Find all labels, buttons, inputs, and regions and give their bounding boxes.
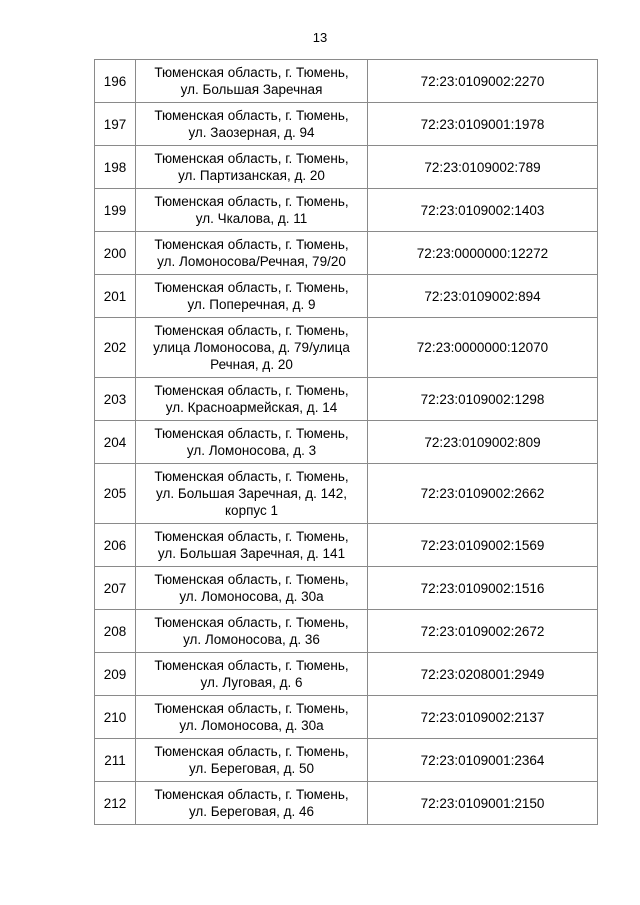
- address-cell: [136, 524, 368, 567]
- address-cell: [136, 189, 368, 232]
- cadastral-number-cell: 72:23:0000000:12070: [368, 318, 598, 378]
- table-row: [95, 60, 598, 103]
- address-line: ул. Береговая, д. 46: [188, 804, 315, 819]
- address-line: Тюменская область, г. Тюмень,: [154, 323, 349, 338]
- cadastral-number-cell: 72:23:0109001:1978: [368, 103, 598, 146]
- cadastral-number-cell: 72:23:0109002:2662: [368, 464, 598, 524]
- cadastral-number-cell: 72:23:0109002:2137: [368, 696, 598, 739]
- address-line: Тюменская область, г. Тюмень,: [154, 615, 349, 630]
- address-line: Тюменская область, г. Тюмень,: [154, 237, 349, 252]
- row-number-cell: 208: [95, 610, 136, 653]
- cadastral-number-cell: 72:23:0000000:12272: [368, 232, 598, 275]
- table-row: [95, 232, 598, 275]
- table-row: [95, 464, 598, 524]
- address-line: Тюменская область, г. Тюмень,: [154, 151, 349, 166]
- address-cell: [136, 318, 368, 378]
- row-number-cell: 203: [95, 378, 136, 421]
- cadastral-number-cell: 72:23:0109002:2672: [368, 610, 598, 653]
- cadastral-number-cell: 72:23:0109002:1516: [368, 567, 598, 610]
- table-row: [95, 103, 598, 146]
- row-number-cell: 199: [95, 189, 136, 232]
- address-line: ул. Партизанская, д. 20: [178, 168, 325, 183]
- table-row: [95, 378, 598, 421]
- row-number-cell: 209: [95, 653, 136, 696]
- address-line: Тюменская область, г. Тюмень,: [154, 701, 349, 716]
- address-line: Тюменская область, г. Тюмень,: [154, 65, 349, 80]
- row-number-cell: 200: [95, 232, 136, 275]
- address-line: ул. Береговая, д. 50: [188, 761, 315, 776]
- address-cell: [136, 103, 368, 146]
- row-number-cell: 207: [95, 567, 136, 610]
- row-number-cell: 210: [95, 696, 136, 739]
- cadastral-number-cell: 72:23:0109001:2364: [368, 739, 598, 782]
- table-row: [95, 318, 598, 378]
- address-line: ул. Ломоносова, д. 3: [186, 443, 317, 458]
- table-row: [95, 524, 598, 567]
- row-number-cell: 206: [95, 524, 136, 567]
- address-line: ул. Ломоносова, д. 30а: [179, 589, 324, 604]
- address-line: ул. Ломоносова, д. 30а: [179, 718, 324, 733]
- address-line: ул. Красноармейская, д. 14: [165, 400, 338, 415]
- address-line: ул. Ломоносова, д. 36: [183, 632, 320, 647]
- cadastral-number-cell: 72:23:0109002:1569: [368, 524, 598, 567]
- cadastral-number-cell: 72:23:0109002:789: [368, 146, 598, 189]
- address-line: Тюменская область, г. Тюмень,: [154, 529, 349, 544]
- row-number-cell: 196: [95, 60, 136, 103]
- address-cell: [136, 610, 368, 653]
- table-body: [95, 60, 598, 825]
- address-line: Тюменская область, г. Тюмень,: [154, 383, 349, 398]
- row-number-cell: 212: [95, 782, 136, 825]
- cadastral-number-cell: 72:23:0109002:1403: [368, 189, 598, 232]
- address-line: ул. Заозерная, д. 94: [188, 125, 315, 140]
- table-row: [95, 610, 598, 653]
- cadastral-number-cell: 72:23:0109002:809: [368, 421, 598, 464]
- address-cell: [136, 567, 368, 610]
- address-line: Тюменская область, г. Тюмень,: [154, 108, 349, 123]
- address-line: Тюменская область, г. Тюмень,: [154, 469, 349, 484]
- table-row: [95, 275, 598, 318]
- address-cell: [136, 696, 368, 739]
- table-row: [95, 739, 598, 782]
- table-row: [95, 421, 598, 464]
- address-line: Тюменская область, г. Тюмень,: [154, 658, 349, 673]
- address-cell: [136, 60, 368, 103]
- address-line: Тюменская область, г. Тюмень,: [154, 572, 349, 587]
- address-line: ул. Чкалова, д. 11: [195, 211, 308, 226]
- address-cell: [136, 464, 368, 524]
- address-line: ул. Большая Заречная, д. 142,: [156, 486, 347, 501]
- table-row: [95, 653, 598, 696]
- cadastral-number-cell: 72:23:0109002:1298: [368, 378, 598, 421]
- address-line: корпус 1: [225, 503, 278, 518]
- address-line: Тюменская область, г. Тюмень,: [154, 426, 349, 441]
- table-row: [95, 567, 598, 610]
- cadastral-number-cell: 72:23:0109002:2270: [368, 60, 598, 103]
- address-line: Тюменская область, г. Тюмень,: [154, 744, 349, 759]
- address-line: Тюменская область, г. Тюмень,: [154, 194, 349, 209]
- table-row: [95, 146, 598, 189]
- address-cell: [136, 378, 368, 421]
- address-line: ул. Большая Заречная, д. 141: [157, 546, 346, 561]
- address-line: Тюменская область, г. Тюмень,: [154, 280, 349, 295]
- row-number-cell: 211: [95, 739, 136, 782]
- address-cell: [136, 653, 368, 696]
- row-number-cell: 202: [95, 318, 136, 378]
- address-line: Речная, д. 20: [210, 357, 293, 372]
- address-cell: [136, 275, 368, 318]
- row-number-cell: 204: [95, 421, 136, 464]
- address-cell: [136, 421, 368, 464]
- cadastral-number-cell: 72:23:0109002:894: [368, 275, 598, 318]
- address-line: улица Ломоносова, д. 79/улица: [153, 340, 350, 355]
- address-line: ул. Ломоносова/Речная, 79/20: [157, 254, 346, 269]
- table-row: [95, 782, 598, 825]
- page-number: 13: [312, 30, 328, 45]
- cadastral-registry-table: [94, 59, 598, 825]
- address-line: ул. Большая Заречная: [180, 82, 323, 97]
- row-number-cell: 205: [95, 464, 136, 524]
- address-cell: [136, 782, 368, 825]
- row-number-cell: 198: [95, 146, 136, 189]
- address-line: ул. Поперечная, д. 9: [187, 297, 316, 312]
- address-line: Тюменская область, г. Тюмень,: [154, 787, 349, 802]
- table-row: [95, 696, 598, 739]
- row-number-cell: 197: [95, 103, 136, 146]
- address-cell: [136, 739, 368, 782]
- address-cell: [136, 232, 368, 275]
- row-number-cell: 201: [95, 275, 136, 318]
- cadastral-number-cell: 72:23:0109001:2150: [368, 782, 598, 825]
- cadastral-number-cell: 72:23:0208001:2949: [368, 653, 598, 696]
- table-row: [95, 189, 598, 232]
- address-cell: [136, 146, 368, 189]
- address-line: ул. Луговая, д. 6: [200, 675, 303, 690]
